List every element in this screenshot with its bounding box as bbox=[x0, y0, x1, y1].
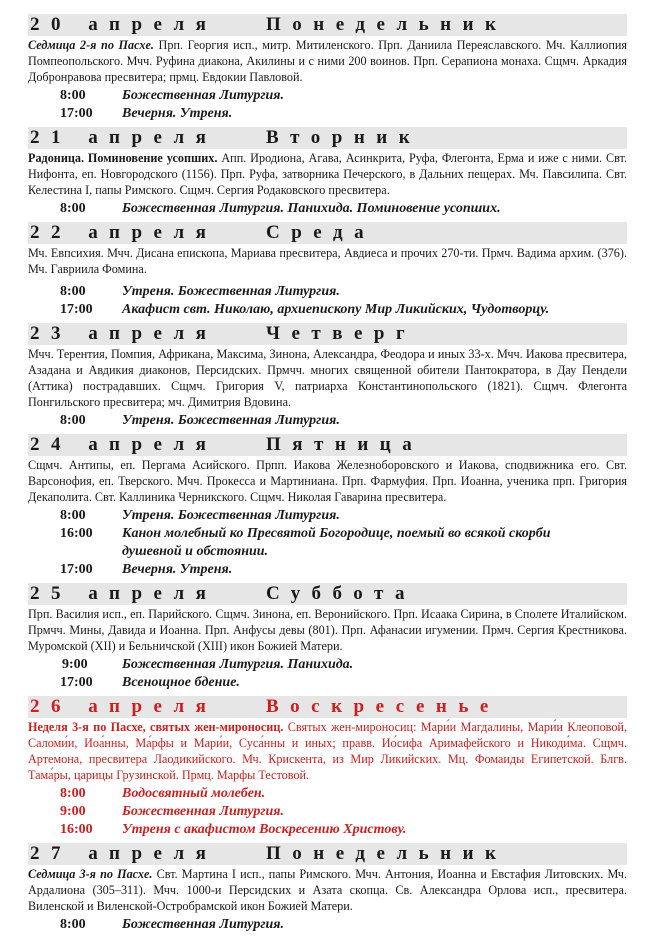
service-name: Утреня с акафистом Воскресению Христову. bbox=[122, 822, 407, 837]
service-row bbox=[28, 200, 627, 218]
day-block bbox=[28, 14, 627, 123]
service-row bbox=[28, 301, 627, 319]
day-weekday: Воскресенье bbox=[266, 696, 500, 717]
service-name: Акафист свт. Николаю, архиепископу Мир Ликийских, Чудотворцу. bbox=[122, 302, 550, 317]
day-saints: Апп. Иродиона, Агава, Асинкрита, Руфа, Флегонта, Ерма и иже с ними. Свт. Нифонта, еп. Новгородского (1156). Прп. Руфа, затворника Печерского, в Дальних пещерах. Мч. Павсилипа. Свт. Келестина I, папы Римского. Сщмч. Сергия Родаковского пресвитера. bbox=[28, 151, 627, 197]
service-list bbox=[28, 507, 627, 579]
day-header bbox=[28, 696, 627, 718]
day-date: 24 апреля bbox=[30, 434, 218, 455]
service-row bbox=[28, 412, 627, 430]
day-weekday: Понедельник bbox=[266, 14, 508, 35]
day-description bbox=[28, 150, 627, 198]
day-description bbox=[28, 37, 627, 85]
service-list bbox=[28, 200, 627, 218]
day-description bbox=[28, 606, 627, 654]
service-time: 17:00 bbox=[60, 302, 93, 317]
day-date: 27 апреля bbox=[30, 843, 218, 864]
service-row bbox=[28, 785, 627, 803]
service-row bbox=[28, 507, 627, 525]
service-name: Божественная Литургия. Панихида. bbox=[122, 657, 354, 672]
service-list bbox=[28, 283, 627, 319]
day-block bbox=[28, 127, 627, 218]
service-list bbox=[28, 412, 627, 430]
day-weekday: Понедельник bbox=[266, 843, 508, 864]
service-row bbox=[28, 674, 627, 692]
day-weekday: Среда bbox=[266, 222, 376, 243]
service-time: 8:00 bbox=[60, 88, 86, 103]
day-saints: Мчч. Терентия, Помпия, Африкана, Максима, Зинона, Александра, Феодора и иных 33-х. Мчч. Иакова пресвитера, Азадана и Авдикия диаконов, Персидских. Прмчч. многих священной обители Пантократора, в Дау Пендели (Аттика) пострадавших. Сщмч. Григория V, патриарха Константинопольского (1821). Сщмч. Флегонта Понгильского пресвитера; мч. Димитрия Вдовина. bbox=[28, 347, 627, 409]
day-lead: Неделя 3-я по Пасхе, святых жен-мироносиц. bbox=[28, 720, 284, 734]
service-row bbox=[28, 821, 627, 839]
day-block bbox=[28, 434, 627, 579]
day-header bbox=[28, 323, 627, 345]
service-row bbox=[28, 105, 627, 123]
service-time: 8:00 bbox=[60, 284, 86, 299]
service-name: Водосвятный молебен. bbox=[122, 786, 266, 801]
day-saints: Мч. Евпсихия. Мчч. Дисана епископа, Мариава пресвитера, Авдиеса и прочих 270-ти. Прмч. Вадима архим. (376). Мч. Гавриила Фомина. bbox=[28, 246, 627, 276]
service-row bbox=[28, 916, 627, 934]
day-lead: Радоница. Поминовение усопших. bbox=[28, 151, 218, 165]
service-time: 17:00 bbox=[60, 562, 93, 577]
service-list bbox=[28, 785, 627, 839]
day-block-feast bbox=[28, 696, 627, 839]
day-saints: Свт. Мартина I исп., папы Римского. Мчч. Антония, Иоанна и Евстафия Литовских. Мч. Ардалиона (305–311). Мчч. 1000-и Персидских и Азата скопца. Св. Александра Орлова исп., пресвитера. Виленской и Виленской-Остробрамской икон Божией Матери. bbox=[28, 867, 627, 913]
service-time: 9:00 bbox=[62, 657, 88, 672]
service-time: 8:00 bbox=[60, 917, 86, 932]
service-list bbox=[28, 87, 627, 123]
service-row bbox=[28, 525, 627, 561]
service-list bbox=[28, 656, 627, 692]
service-name: Утреня. Божественная Литургия. bbox=[122, 284, 340, 299]
day-lead: Седмица 2-я по Пасхе. bbox=[28, 38, 154, 52]
day-weekday: Вторник bbox=[266, 127, 422, 148]
service-row bbox=[28, 87, 627, 105]
day-date: 23 апреля bbox=[30, 323, 218, 344]
day-block bbox=[28, 583, 627, 692]
service-time: 16:00 bbox=[60, 526, 93, 541]
day-block bbox=[28, 222, 627, 319]
service-time: 16:00 bbox=[60, 822, 93, 837]
service-name: Канон молебный ко Пресвятой Богородице, поемый во всякой скорби душевной и обстоянии. bbox=[122, 526, 551, 559]
service-time: 9:00 bbox=[60, 804, 86, 819]
day-header bbox=[28, 583, 627, 605]
service-time: 17:00 bbox=[60, 106, 93, 121]
service-time: 8:00 bbox=[60, 201, 86, 216]
day-weekday: Четверг bbox=[266, 323, 417, 344]
day-date: 21 апреля bbox=[30, 127, 218, 148]
service-name: Вечерня. Утреня. bbox=[122, 562, 233, 577]
day-saints: Святых жен-мироносиц: Мари́и Магдалины, Мари́и Клеоповой, Саломи́и, Иоа́нны, Ма́рфы и Мари́и, Суса́нны и иных; правв. Ио́сифа Аримафейского и Никоди́ма. Сщмч. Артемона, пресвитера Лаодикийского. Мч. Крискента, из Мир Ликийских. Мц. Фомаиды Египетской. Блгв. Тама́ры, царицы Грузинской. Прмц. Марфы Тестовой. bbox=[28, 720, 627, 782]
service-name: Божественная Литургия. Панихида. Поминовение усопших. bbox=[122, 201, 501, 216]
service-time: 17:00 bbox=[60, 675, 93, 690]
service-time: 8:00 bbox=[60, 413, 86, 428]
day-date: 22 апреля bbox=[30, 222, 218, 243]
service-name: Утреня. Божественная Литургия. bbox=[122, 413, 340, 428]
day-block bbox=[28, 323, 627, 430]
service-name: Божественная Литургия. bbox=[122, 804, 285, 819]
day-lead: Седмица 3-я по Пасхе. bbox=[28, 867, 153, 881]
day-description bbox=[28, 866, 627, 914]
day-date: 20 апреля bbox=[30, 14, 218, 35]
day-weekday: Пятница bbox=[266, 434, 424, 455]
service-time: 8:00 bbox=[60, 508, 86, 523]
day-description bbox=[28, 719, 627, 783]
service-name: Божественная Литургия. bbox=[122, 917, 285, 932]
day-description bbox=[28, 346, 627, 410]
day-date: 25 апреля bbox=[30, 583, 218, 604]
service-row bbox=[28, 656, 627, 674]
day-header bbox=[28, 127, 627, 149]
service-time: 8:00 bbox=[60, 786, 86, 801]
service-row bbox=[28, 283, 627, 301]
day-header bbox=[28, 843, 627, 865]
service-name: Божественная Литургия. bbox=[122, 88, 285, 103]
day-header bbox=[28, 222, 627, 244]
day-header bbox=[28, 14, 627, 36]
day-description bbox=[28, 457, 627, 505]
service-name: Всенощное бдение. bbox=[122, 675, 240, 690]
day-saints: Прп. Василия исп., еп. Парийского. Сщмч. Зинона, еп. Веронийского. Прп. Исаака Сирина, в Сполете Италийском. Прмчч. Мины, Давида и Иоанна. Прп. Анфусы девы (801). Прп. Афанасии игумении. Прмч. Сергия Крестникова. Муромской (XII) и Бельничской (XIII) икон Божией Матери. bbox=[28, 607, 627, 653]
day-date: 26 апреля bbox=[30, 696, 218, 717]
service-row bbox=[28, 561, 627, 579]
service-row bbox=[28, 803, 627, 821]
service-name: Вечерня. Утреня. bbox=[122, 106, 233, 121]
day-header bbox=[28, 434, 627, 456]
day-block bbox=[28, 843, 627, 934]
day-weekday: Суббота bbox=[266, 583, 417, 604]
day-saints: Сщмч. Антипы, еп. Пергама Асийского. Прпп. Иакова Железноборовского и Иакова, сподвижника его. Свт. Варсонофия, еп. Тверского. Мчч. Прокесса и Мартиниана. Прп. Фармуфия. Прп. Иоанна, ученика прп. Григория Декаполита. Свт. Каллиника Черникского. Сщмч. Николая Гаварина пресвитера. bbox=[28, 458, 627, 504]
service-list bbox=[28, 916, 627, 934]
service-name: Утреня. Божественная Литургия. bbox=[122, 508, 340, 523]
day-saints: Прп. Георгия исп., митр. Митиленского. Прп. Даниила Переяславского. Мч. Каллиопия Помпеопольского. Мчч. Руфина диакона, Акилины и с ними 200 воинов. Прп. Серапиона монаха. Сщмч. Аркадия Добронравова пресвитера; прмц. Евдокии Павловой. bbox=[28, 38, 627, 84]
day-description bbox=[28, 245, 627, 277]
schedule-page bbox=[28, 14, 627, 938]
